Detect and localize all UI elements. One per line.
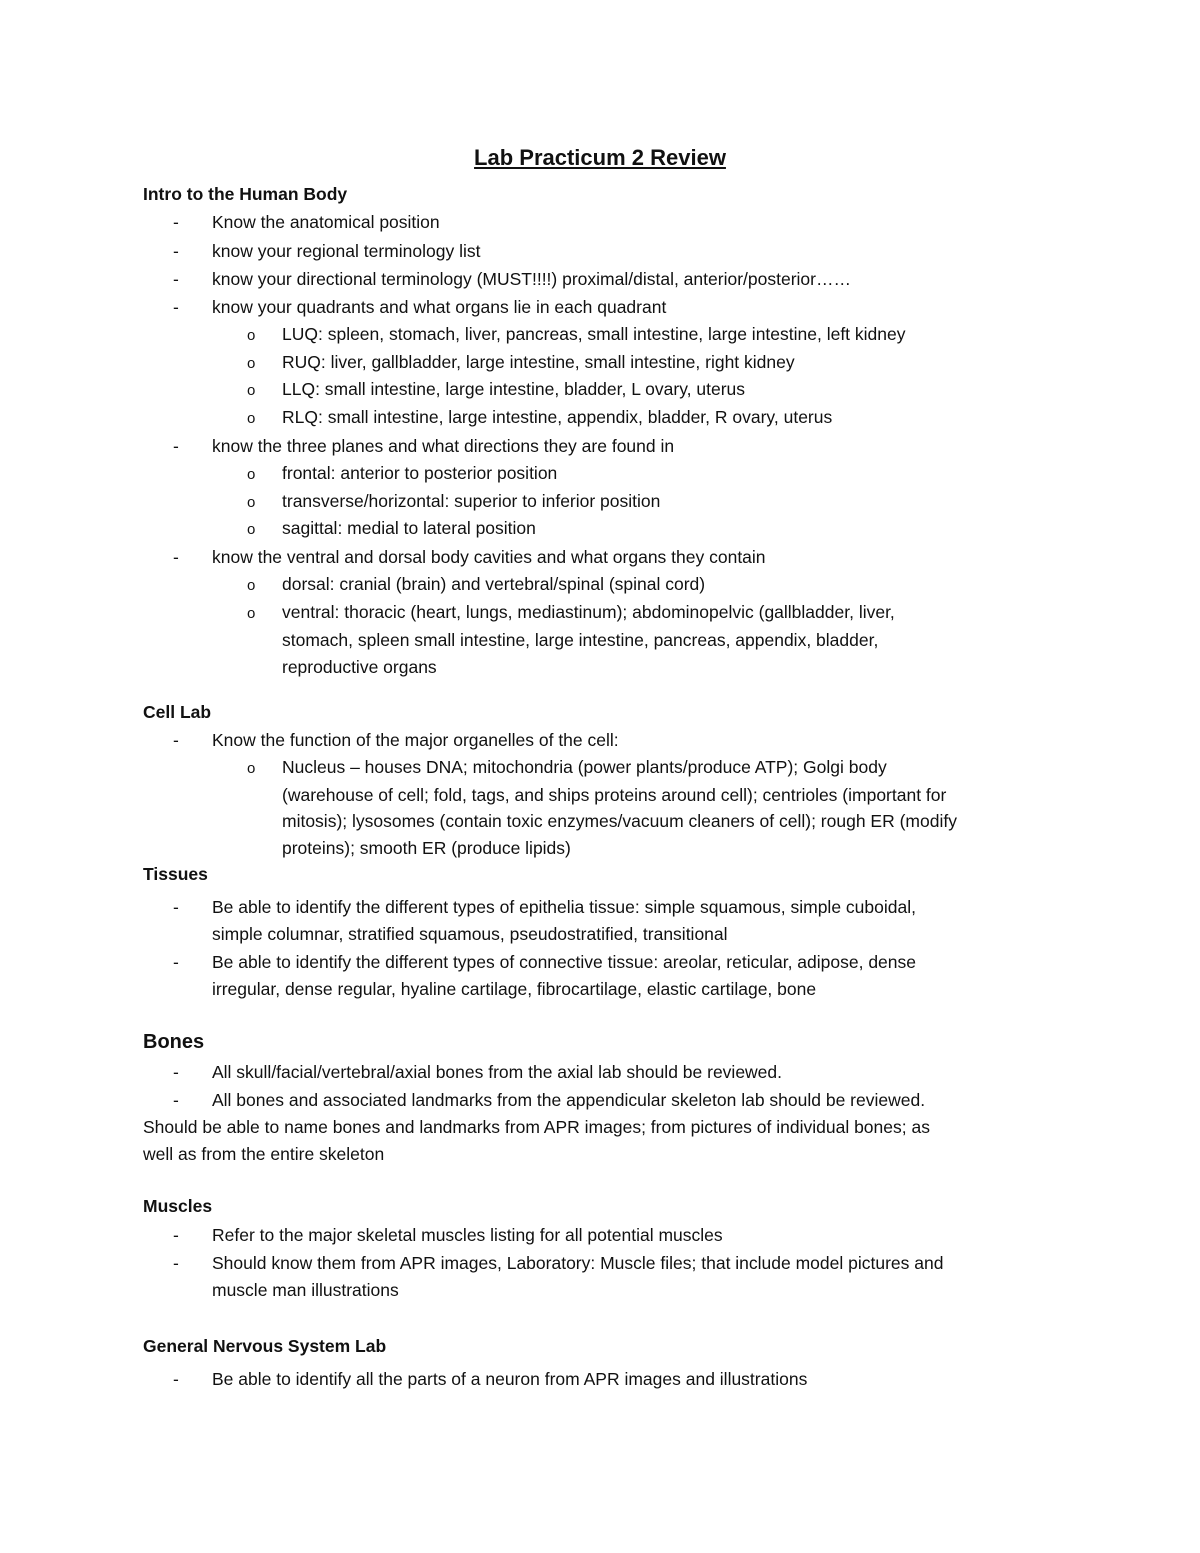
- list-item: Refer to the major skeletal muscles listing for all potential muscles: [212, 1225, 723, 1245]
- sub-list-item-continued: mitosis); lysosomes (contain toxic enzymes/vacuum cleaners of cell); rough ER (modify: [282, 811, 957, 831]
- sub-list-item: Nucleus – houses DNA; mitochondria (power plants/produce ATP); Golgi body: [282, 757, 887, 777]
- circle-bullet: o: [247, 577, 256, 594]
- sub-list-item-continued: (warehouse of cell; fold, tags, and ships proteins around cell); centrioles (important for: [282, 785, 947, 805]
- sub-list-item: LLQ: small intestine, large intestine, bladder, L ovary, uterus: [282, 379, 746, 399]
- list-item: know your directional terminology (MUST!!!!) proximal/distal, anterior/posterior……: [212, 269, 851, 289]
- dash-bullet: -: [173, 241, 179, 261]
- list-item: know the ventral and dorsal body cavities and what organs they contain: [212, 547, 766, 567]
- circle-bullet: o: [247, 355, 256, 372]
- list-item: All bones and associated landmarks from the appendicular skeleton lab should be reviewed.: [212, 1090, 926, 1110]
- section-heading-intro: Intro to the Human Body: [143, 184, 348, 204]
- dash-bullet: -: [173, 436, 179, 456]
- circle-bullet: o: [247, 327, 256, 344]
- dash-bullet: -: [173, 1090, 179, 1110]
- sub-list-item-continued: stomach, spleen small intestine, large intestine, pancreas, appendix, bladder,: [282, 630, 879, 650]
- list-item: know your quadrants and what organs lie in each quadrant: [212, 297, 667, 317]
- sub-list-item: ventral: thoracic (heart, lungs, mediastinum); abdominopelvic (gallbladder, liver,: [282, 602, 895, 622]
- circle-bullet: o: [247, 382, 256, 399]
- section-heading-muscles: Muscles: [143, 1196, 213, 1216]
- section-heading-cell-lab: Cell Lab: [143, 702, 212, 722]
- dash-bullet: -: [173, 547, 179, 567]
- list-item: Be able to identify all the parts of a neuron from APR images and illustrations: [212, 1369, 808, 1389]
- dash-bullet: -: [173, 952, 179, 972]
- circle-bullet: o: [247, 466, 256, 483]
- list-item: Should know them from APR images, Laboratory: Muscle files; that include model pictures and: [212, 1253, 944, 1273]
- list-item-continued: irregular, dense regular, hyaline cartilage, fibrocartilage, elastic cartilage, bone: [212, 979, 817, 999]
- list-item: know the three planes and what directions they are found in: [212, 436, 675, 456]
- dash-bullet: -: [173, 1369, 179, 1389]
- list-item: Be able to identify the different types of connective tissue: areolar, reticular, adipose, dense: [212, 952, 916, 972]
- paragraph-line: well as from the entire skeleton: [143, 1144, 385, 1164]
- dash-bullet: -: [173, 1253, 179, 1273]
- sub-list-item: RUQ: liver, gallbladder, large intestine, small intestine, right kidney: [282, 352, 795, 372]
- circle-bullet: o: [247, 521, 256, 538]
- paragraph-line: Should be able to name bones and landmarks from APR images; from pictures of individual bones; as: [143, 1117, 930, 1137]
- section-heading-bones: Bones: [143, 1031, 205, 1053]
- dash-bullet: -: [173, 1062, 179, 1082]
- list-item: All skull/facial/vertebral/axial bones from the axial lab should be reviewed.: [212, 1062, 783, 1082]
- section-heading-tissues: Tissues: [143, 864, 208, 884]
- sub-list-item: dorsal: cranial (brain) and vertebral/spinal (spinal cord): [282, 574, 706, 594]
- sub-list-item: sagittal: medial to lateral position: [282, 518, 536, 538]
- dash-bullet: -: [173, 297, 179, 317]
- circle-bullet: o: [247, 494, 256, 511]
- list-item: Know the function of the major organelles of the cell:: [212, 730, 619, 750]
- circle-bullet: o: [247, 410, 256, 427]
- section-heading-nervous-system: General Nervous System Lab: [143, 1336, 387, 1356]
- list-item: Be able to identify the different types of epithelia tissue: simple squamous, simple cuboidal,: [212, 897, 916, 917]
- sub-list-item-continued: reproductive organs: [282, 657, 437, 677]
- list-item: know your regional terminology list: [212, 241, 481, 261]
- sub-list-item: RLQ: small intestine, large intestine, appendix, bladder, R ovary, uterus: [282, 407, 833, 427]
- sub-list-item: LUQ: spleen, stomach, liver, pancreas, small intestine, large intestine, left kidney: [282, 324, 906, 344]
- page-title: Lab Practicum 2 Review: [474, 145, 726, 170]
- list-item: Know the anatomical position: [212, 212, 440, 232]
- dash-bullet: -: [173, 212, 179, 232]
- dash-bullet: -: [173, 897, 179, 917]
- circle-bullet: o: [247, 760, 256, 777]
- dash-bullet: -: [173, 1225, 179, 1245]
- list-item-continued: simple columnar, stratified squamous, pseudostratified, transitional: [212, 924, 728, 944]
- dash-bullet: -: [173, 730, 179, 750]
- list-item-continued: muscle man illustrations: [212, 1280, 399, 1300]
- sub-list-item: frontal: anterior to posterior position: [282, 463, 558, 483]
- sub-list-item: transverse/horizontal: superior to inferior position: [282, 491, 661, 511]
- circle-bullet: o: [247, 605, 256, 622]
- dash-bullet: -: [173, 269, 179, 289]
- sub-list-item-continued: proteins); smooth ER (produce lipids): [282, 838, 571, 858]
